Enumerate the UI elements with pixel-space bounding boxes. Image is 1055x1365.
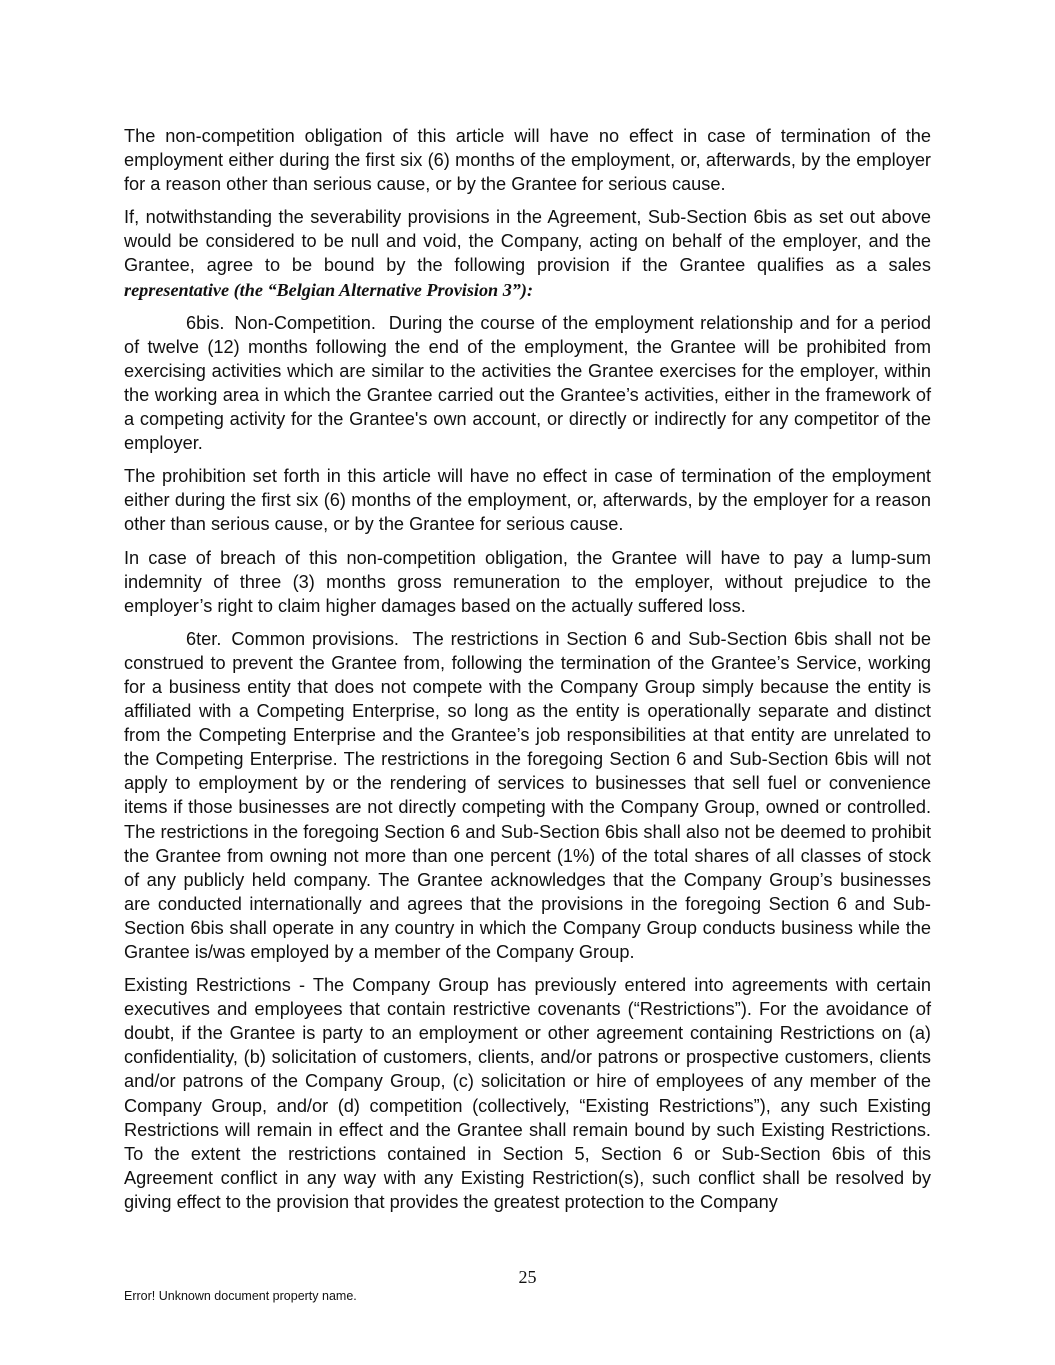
paragraph-prohibition-effect: The prohibition set forth in this article will have no effect in case of termination of the employment either during the first six (6) months of the employment, or, afterwards, by the employer for a reason other than serious cause, or by the Grantee for serious cause. (124, 466, 931, 535)
section-6ter-paragraph (124, 627, 931, 964)
section-6bis-text: During the course of the employment relationship and for a period of twelve (12) months following the end of the employment, the Grantee will be prohibited from exercising activities which are similar to the activities the Grantee exercises for the employer, within the working area in which the Grantee carried out the Grantee’s activities, either in the framework of a competing activity for the Grantee's own account, or directly or indirectly for any competitor of the employer. (124, 312, 931, 454)
paragraph-alternative-provision-text: If, notwithstanding the severability provisions in the Agreement, Sub-Section 6bis as set out above would be considered to be null and void, the Company, acting on behalf of the employer, and the Grantee, agree to be bound by the following provision if the Grantee qualifies as a sales (124, 207, 931, 276)
paragraph-alternative-provision-intro (124, 205, 931, 301)
section-6bis-number: 6bis. (186, 312, 225, 333)
section-6ter-text: The restrictions in Section 6 and Sub-Section 6bis shall not be construed to prevent the Grantee from, following the termination of the Grantee’s Service, working for a business entity that does not compete with the Company Group simply because the entity is affiliated with a Competing Enterprise, so long as the entity is operationally separate and distinct from the Competing Enterprise and the Grantee’s job responsibilities at that entity are unrelated to the Competing Enterprise. The restrictions in the foregoing Section 6 and Sub-Section 6bis will not apply to employment by or the rendering of services to businesses that sell fuel or convenience items if those businesses are not directly competing with the Company Group, owned or controlled. The restrictions in the foregoing Section 6 and Sub-Section 6bis shall also not be deemed to prohibit the Grantee from owning not more than one percent (1%) of the total shares of all classes of stock of any publicly held company. The Grantee acknowledges that the Company Group’s businesses are conducted internationally and agrees that the provisions in the foregoing Section 6 and Sub-Section 6bis shall operate in any country in which the Company Group conducts business while the Grantee is/was employed by a member of the Company Group. (124, 628, 932, 962)
section-6bis-paragraph (124, 311, 931, 456)
section-6ter-number: 6ter. (186, 628, 222, 649)
alternative-provision-title: representative (the “Belgian Alternative Provision 3”): (124, 279, 534, 300)
footer-property-error: Error! Unknown document property name. (124, 1289, 357, 1303)
document-body (124, 124, 931, 1223)
section-6bis-heading: Non-Competition. (234, 312, 376, 333)
paragraph-existing-restrictions: Existing Restrictions - The Company Group has previously entered into agreements with certain executives and employees that contain restrictive covenants (“Restrictions”). For the avoidance of doubt, if the Grantee is party to an employment or other agreement containing Restrictions on (a) confidentiality, (b) solicitation of customers, clients, and/or patrons or prospective customers, clients and/or patrons of the Company Group, (c) solicitation or hire of employees of any member of the Company Group, and/or (d) competition (collectively, “Existing Restrictions”), any such Existing Restrictions will remain in effect and the Grantee shall remain bound by such Existing Restrictions. To the extent the restrictions contained in Section 5, Section 6 or Sub-Section 6bis of this Agreement conflict in any way with any Existing Restriction(s), such conflict shall be resolved by giving effect to the provision that provides the greatest protection to the Company (124, 975, 931, 1212)
paragraph-non-competition-effect: The non-competition obligation of this article will have no effect in case of termination of the employment either during the first six (6) months of the employment, or, afterwards, by the employer for a reason other than serious cause, or by the Grantee for serious cause. (124, 126, 931, 195)
section-6ter-heading: Common provisions. (231, 628, 399, 649)
paragraph-breach-indemnity: In case of breach of this non-competition obligation, the Grantee will have to pay a lump-sum indemnity of three (3) months gross remuneration to the employer, without prejudice to the employer’s right to claim higher damages based on the actually suffered loss. (124, 547, 931, 616)
page-number: 25 (518, 1267, 537, 1287)
